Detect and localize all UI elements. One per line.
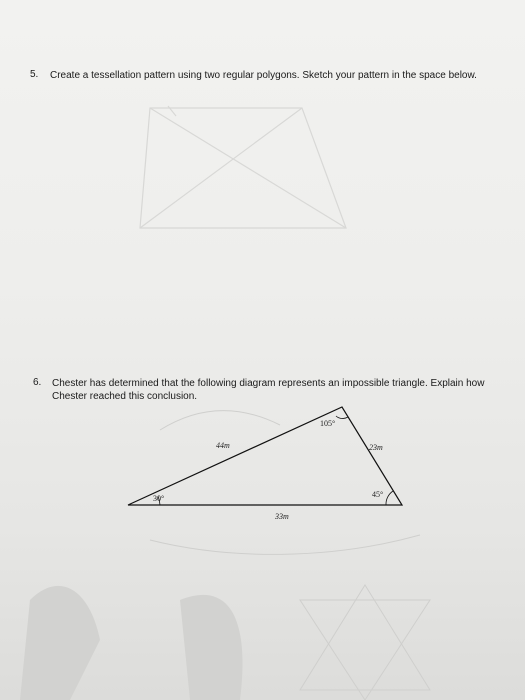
side-left-label: 44m [216,441,230,450]
question-6-text: Chester has determined that the following diagram represents an impossible triangle. Explain how Chester reached this conclusion. [52,378,485,402]
side-bottom-label: 33m [275,512,289,521]
angle-arc-right [386,491,393,505]
question-6-number: 6. [33,377,42,388]
angle-arc-top [336,416,348,419]
question-5-number: 5. [30,69,39,80]
question-5-text: Create a tessellation pattern using two regular polygons. Sketch your pattern in the space below. [50,70,477,81]
angle-top-label: 105° [320,419,336,428]
angle-right-label: 45° [372,490,384,499]
angle-left-label: 30° [153,494,165,503]
triangle-outline [128,407,402,505]
side-right-label: 23m [369,443,383,452]
